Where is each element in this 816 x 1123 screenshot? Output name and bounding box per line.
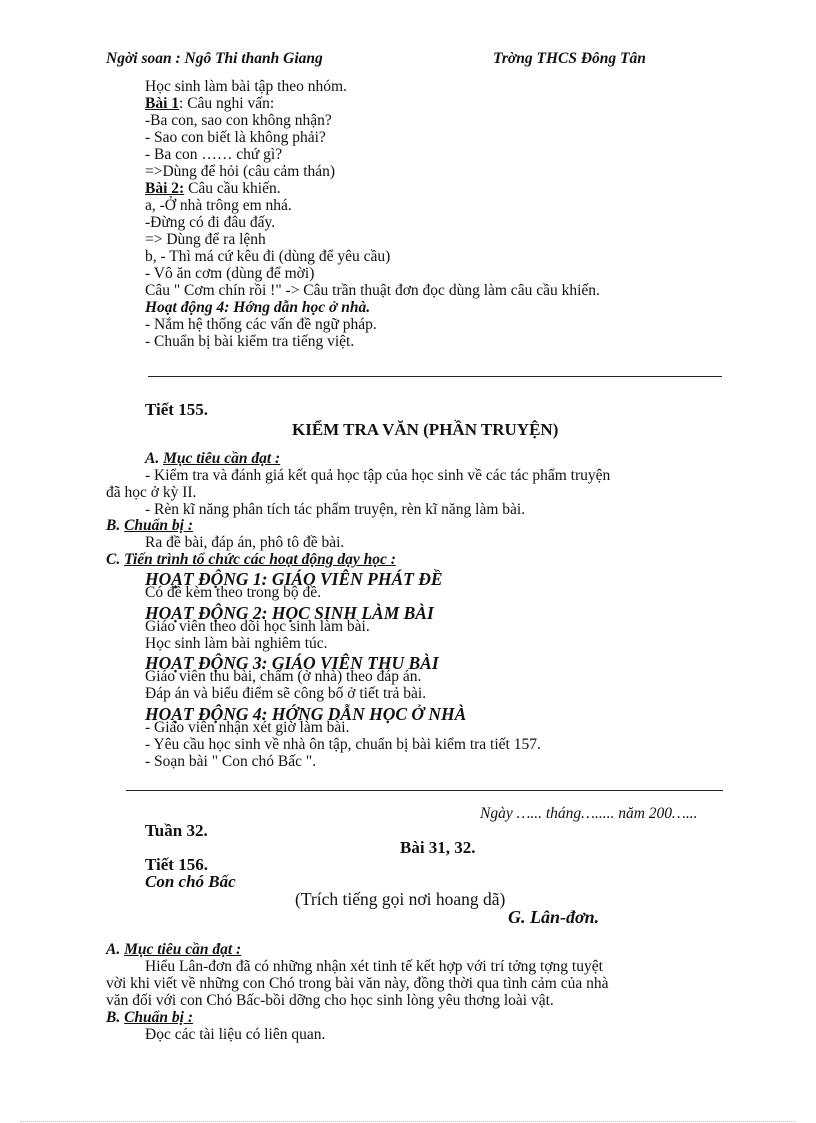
list-item: - Giáo viên nhận xét giờ làm bài. bbox=[145, 719, 350, 736]
page-edge bbox=[20, 1121, 796, 1122]
list-item: - Chuẩn bị bài kiểm tra tiếng việt. bbox=[145, 333, 355, 350]
list-item: -Đừng có đi đâu đấy. bbox=[145, 214, 276, 231]
section-c-label: Tiến trình tổ chức các hoạt động dạy học : bbox=[124, 551, 396, 568]
lesson-source: (Trích tiếng gọi nơi hoang dã) bbox=[295, 889, 506, 909]
line-group-work: Học sinh làm bài tập theo nhóm. bbox=[145, 78, 347, 95]
section-c-heading bbox=[106, 552, 396, 569]
date-line: Ngày …... tháng…..... năm 200…... bbox=[480, 805, 698, 822]
bai2-label: Bài 2: bbox=[145, 180, 185, 197]
bai2-line bbox=[145, 181, 281, 198]
section-b-prefix-2: B. bbox=[106, 1009, 121, 1026]
lesson-title: Con chó Bấc bbox=[145, 872, 236, 891]
list-item: => Dùng để ra lệnh bbox=[145, 231, 266, 248]
activity-heading: Hoạt động 4: Hớng dẫn học ở nhà. bbox=[145, 299, 371, 316]
list-item: Học sinh làm bài nghiêm túc. bbox=[145, 635, 328, 652]
week-label: Tuần 32. bbox=[145, 821, 208, 840]
section-a-prefix-2: A. bbox=[106, 941, 121, 958]
divider bbox=[126, 790, 723, 791]
bai1-label: Bài 1 bbox=[145, 95, 180, 112]
bai1-line bbox=[145, 96, 274, 113]
section-a-prefix: A. bbox=[145, 450, 160, 467]
header-school: Trờng THCS Đông Tân bbox=[493, 50, 646, 67]
list-item: - Yêu cầu học sinh về nhà ôn tập, chuẩn bị bài kiểm tra tiết 157. bbox=[145, 736, 541, 753]
activity-4-heading: HOẠT ĐỘNG 4: HỚNG DẪN HỌC Ở NHÀ bbox=[145, 704, 467, 724]
section-a-heading-2 bbox=[106, 942, 241, 959]
list-item: Có đề kèm theo trong bộ đề. bbox=[145, 584, 322, 601]
section-b-label: Chuẩn bị : bbox=[124, 517, 194, 534]
bai1-text: : Câu nghi vấn: bbox=[179, 95, 275, 112]
lesson-number: Bài 31, 32. bbox=[400, 838, 476, 857]
list-item: Giáo viên thu bài, chấm (ở nhà) theo đáp án. bbox=[145, 668, 422, 685]
section-b-label-2: Chuẩn bị : bbox=[124, 1009, 194, 1026]
list-item: đã học ở kỳ II. bbox=[106, 484, 197, 501]
list-item: a, -Ở nhà trông em nhá. bbox=[145, 197, 292, 214]
activity-2-heading: HOẠT ĐỘNG 2: HỌC SINH LÀM BÀI bbox=[145, 603, 434, 623]
list-item: - Rèn kĩ năng phân tích tác phẩm truyện, rèn kĩ năng làm bài. bbox=[145, 501, 526, 518]
list-item: Câu " Cơm chín rồi !" -> Câu trần thuật đơn đọc dùng làm câu cầu khiến. bbox=[145, 282, 600, 299]
list-item: - Sao con biết là không phải? bbox=[145, 129, 326, 146]
section-b-heading-2 bbox=[106, 1010, 193, 1027]
tiet-155: Tiết 155. bbox=[145, 400, 208, 419]
section-b-prefix: B. bbox=[106, 517, 121, 534]
activity-1-heading: HOẠT ĐỘNG 1: GIÁO VIÊN PHÁT ĐỀ bbox=[145, 569, 443, 589]
paragraph-line: vời khi viết về những con Chó trong bài văn này, đồng thời qua tình cảm của nhà bbox=[106, 975, 609, 992]
list-item: - Vô ăn cơm (dùng để mời) bbox=[145, 265, 315, 282]
header-author: Ngời soan : Ngô Thi thanh Giang bbox=[106, 50, 323, 67]
list-item: Ra đề bài, đáp án, phô tô đề bài. bbox=[145, 534, 345, 551]
paragraph-line: Hiểu Lân-đơn đã có những nhận xét tinh tế kết hợp với trí tởng tợng tuyệt bbox=[145, 958, 603, 975]
tiet-156: Tiết 156. bbox=[145, 855, 208, 874]
divider bbox=[148, 376, 722, 377]
lesson-author: G. Lân-đơn. bbox=[508, 907, 600, 927]
activity-3-heading: HOẠT ĐỘNG 3: GIÁO VIÊN THU BÀI bbox=[145, 653, 439, 673]
bai2-text: Câu cầu khiến. bbox=[188, 180, 281, 197]
list-item: =>Dùng để hỏi (câu cảm thán) bbox=[145, 163, 336, 180]
paragraph-line: văn đối với con Chó Bấc-bồi dỡng cho học sinh lòng yêu thơng loài vật. bbox=[106, 992, 554, 1009]
list-item: - Nắm hệ thống các vấn đề ngữ pháp. bbox=[145, 316, 377, 333]
list-item: - Ba con …… chứ gì? bbox=[145, 146, 283, 163]
list-item: - Soạn bài " Con chó Bấc ". bbox=[145, 753, 317, 770]
paragraph-line: Đọc các tài liệu có liên quan. bbox=[145, 1026, 326, 1043]
list-item: -Ba con, sao con không nhận? bbox=[145, 112, 332, 129]
section-b-heading bbox=[106, 518, 193, 535]
section-c-prefix: C. bbox=[106, 551, 121, 568]
section-a-label: Mục tiêu cần đạt : bbox=[163, 450, 281, 467]
section-a-heading bbox=[145, 451, 280, 468]
exam-title: KIỂM TRA VĂN (PHẦN TRUYỆN) bbox=[292, 420, 559, 439]
section-a-label-2: Mục tiêu cần đạt : bbox=[124, 941, 242, 958]
list-item: Giáo viên theo dõi học sinh làm bài. bbox=[145, 618, 370, 635]
list-item: b, - Thì má cứ kêu đi (dùng để yêu cầu) bbox=[145, 248, 391, 265]
list-item: Đáp án và biểu điểm sẽ công bố ở tiết trả bài. bbox=[145, 685, 427, 702]
list-item: - Kiểm tra và đánh giá kết quả học tập của học sinh về các tác phẩm truyện bbox=[145, 467, 611, 484]
